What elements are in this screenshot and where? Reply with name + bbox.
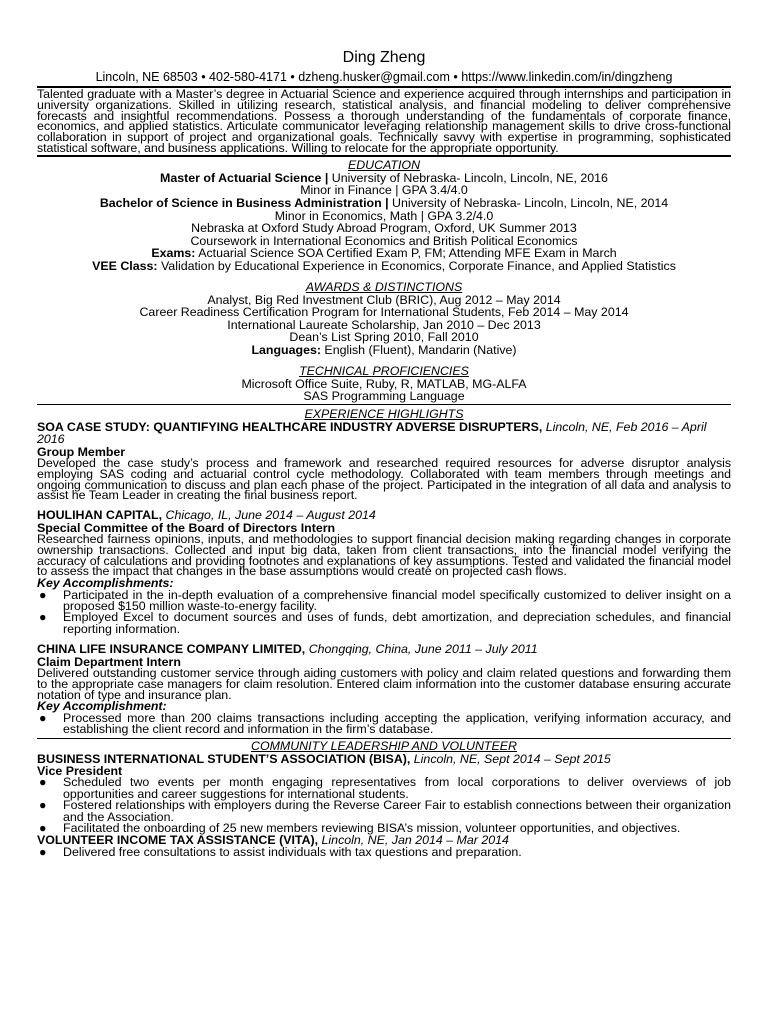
vita-org: VOLUNTEER INCOME TAX ASSISTANCE (VITA), [37, 833, 319, 848]
exams-text: Actuarial Science SOA Certified Exam P, FM; Attending MFE Exam in March [195, 246, 617, 261]
exams-label: Exams: [151, 246, 196, 261]
bullet-icon: ● [39, 710, 47, 725]
chinalife-description: Delivered outstanding customer service through aiding customers with policy and claim related questions and forwarding them to the appropriate case managers for claim resolution. Entered claim information into the customer database ensuring accurate notation of type and insurance plan. [37, 665, 731, 702]
bs-degree-line [37, 197, 731, 210]
list-item [37, 820, 731, 835]
languages-label: Languages: [251, 342, 321, 357]
chinalife-bullets [37, 710, 731, 737]
vita-place-dates: Lincoln, NE, Jan 2014 – Mar 2014 [318, 833, 509, 848]
summary-divider [37, 155, 731, 157]
bs-degree: Bachelor of Science in Business Administration | [99, 195, 389, 210]
houlihan-bullets [37, 587, 731, 636]
technical-skills-sas: SAS Programming Language [303, 389, 465, 404]
bullet-text: Fostered relationships with employers during the Reverse Career Fair to establish connections between their organization and the Association. [63, 798, 731, 824]
list-item [37, 800, 731, 823]
list-item [37, 844, 731, 859]
houlihan-heading [37, 509, 731, 521]
bullet-icon: ● [39, 775, 47, 790]
education-heading: EDUCATION [347, 157, 421, 172]
list-item [37, 612, 731, 635]
houlihan-role: Special Committee of the Board of Directors Intern [37, 520, 336, 535]
soa-description: Developed the case study’s process and framework and researched required resources for adverse disruptor analysis employing SAS coding and actuarial control cycle methodology. Collaborated with team members through meetings and ongoing communication to discuss and plan each phase of the project. Participated in the integration of all data and analysis to assist he Team Leader in creating the final business report. [37, 455, 731, 503]
vee-line [37, 260, 731, 273]
bullet-text: Employed Excel to document sources and uses of funds, debt amortization, and depreciation schedules, and financial reporting information. [63, 610, 731, 636]
vee-text: Validation by Educational Experience in Economics, Corporate Finance, and Applied Statistics [157, 258, 676, 273]
awards-heading: AWARDS & DISTINCTIONS [305, 279, 463, 294]
bullet-icon: ● [39, 820, 47, 835]
bisa-org: BUSINESS INTERNATIONAL STUDENT’S ASSOCIATION (BISA), [37, 751, 411, 766]
study-abroad: Nebraska at Oxford Study Abroad Program, Oxford, UK Summer 2013 [191, 221, 577, 236]
houlihan-place-dates: Chicago, IL, June 2014 – August 2014 [162, 508, 376, 523]
soa-heading [37, 421, 731, 446]
bs-minor: Minor in Economics, Math | GPA 3.2/4.0 [274, 208, 494, 223]
bullet-text: Delivered free consultations to assist individuals with tax questions and preparation. [63, 844, 522, 859]
soa-role: Group Member [37, 444, 126, 459]
chinalife-heading [37, 643, 731, 655]
chinalife-role: Claim Department Intern [37, 654, 181, 669]
chinalife-org: CHINA LIFE INSURANCE COMPANY LIMITED, [37, 642, 306, 657]
award-item: Career Readiness Certification Program for International Students, Feb 2014 – May 2014 [139, 305, 629, 320]
bullet-icon: ● [39, 798, 47, 813]
bullet-icon: ● [39, 587, 47, 602]
professional-summary: Talented graduate with a Master’s degree in Actuarial Science and experience acquired through internships and participation in university organizations. Skilled in utilizing research, statistical analysis, and financial modeling to deliver comprehensive forecasts and insightful recommendations. Possess a thorough understanding of the fundamentals of corporate finance, economics, and applied statistics. Articulate communicator leveraging relationship management skills to drive cross-functional collaboration in support of project and organizational goals. Technically savvy with expertise in programming, sophisticated statistical software, and business applications. Willing to relocate for the appropriate opportunity. [37, 87, 731, 155]
experience-heading: EXPERIENCE HIGHLIGHTS [304, 406, 464, 421]
list-item [37, 710, 731, 737]
bullet-text: Participated in the in-depth evaluation of a comprehensive financial model specifically customized to deliver insight on a proposed $150 million waste-to-energy facility. [63, 587, 731, 613]
bisa-place-dates: Lincoln, NE, Sept 2014 – Sept 2015 [410, 751, 611, 766]
vee-label: VEE Class: [92, 258, 158, 273]
houlihan-key-label: Key Accomplishments: [37, 576, 174, 591]
bisa-role: Vice President [37, 763, 123, 778]
bisa-heading [37, 753, 731, 765]
bullet-text: Processed more than 200 claims transactions including accepting the application, verifying information accuracy, and establishing the client record and information in the firm’s database. [63, 710, 731, 737]
ms-minor: Minor in Finance | GPA 3.4/4.0 [300, 183, 468, 198]
award-item: Dean’s List Spring 2010, Fall 2010 [289, 330, 479, 345]
bullet-text: Scheduled two events per month engaging representatives from local corporations to deliver overviews of job opportunities and career suggestions for international students. [63, 775, 731, 801]
ms-school: University of Nebraska- Lincoln, Lincoln, NE, 2016 [328, 170, 608, 185]
soa-org: SOA CASE STUDY: QUANTIFYING HEALTHCARE INDUSTRY ADVERSE DISRUPTERS, [37, 419, 543, 434]
candidate-name: Ding Zheng [342, 49, 426, 66]
languages-text: English (Fluent), Mandarin (Native) [320, 342, 517, 357]
houlihan-org: HOULIHAN CAPITAL, [37, 508, 163, 523]
bs-school: University of Nebraska- Lincoln, Lincoln, NE, 2014 [388, 195, 669, 210]
vita-bullets [37, 844, 731, 859]
bullet-icon: ● [39, 610, 47, 625]
chinalife-key-label: Key Accomplishment: [37, 699, 167, 714]
bisa-bullets [37, 777, 731, 834]
houlihan-description: Researched fairness opinions, inputs, and methodologies to support financial decision making regarding changes in corporate ownership transactions. Collected and input big data, taken from client transactions, into the financial model verifying the accuracy of calculations and providing footnotes and explanations of key assumptions. Tested and validated the financial model to assess the impact that changes in the base assumptions would create on projected cash flows. [37, 531, 731, 579]
technical-divider [37, 404, 731, 405]
bullet-text: Facilitated the onboarding of 25 new members reviewing BISA’s mission, volunteer opportunities, and objectives. [63, 820, 681, 835]
ms-degree: Master of Actuarial Science | [160, 170, 329, 185]
award-item: International Laureate Scholarship, Jan 2010 – Dec 2013 [227, 317, 541, 332]
award-item: Analyst, Big Red Investment Club (BRIC), Aug 2012 – May 2014 [207, 292, 561, 307]
list-item [37, 587, 731, 613]
technical-heading: TECHNICAL PROFICIENCIES [299, 363, 469, 378]
chinalife-place-dates: Chongqing, China, June 2011 – July 2011 [305, 642, 538, 657]
coursework: Coursework in International Economics and British Political Economics [190, 233, 578, 248]
contact-line: Lincoln, NE 68503 • 402-580-4171 • dzheng.husker@gmail.com • https://www.linkedin.com/in/dingzheng [95, 70, 673, 84]
community-heading: COMMUNITY LEADERSHIP AND VOLUNTEER [251, 738, 517, 753]
bullet-icon: ● [39, 844, 47, 859]
list-item [37, 777, 731, 800]
technical-skills: Microsoft Office Suite, Ruby, R, MATLAB, MG-ALFA [241, 376, 527, 391]
soa-place-dates: Lincoln, NE, Feb 2016 – April 2016 [37, 419, 707, 447]
resume-page [37, 48, 731, 858]
languages-line [37, 344, 731, 357]
